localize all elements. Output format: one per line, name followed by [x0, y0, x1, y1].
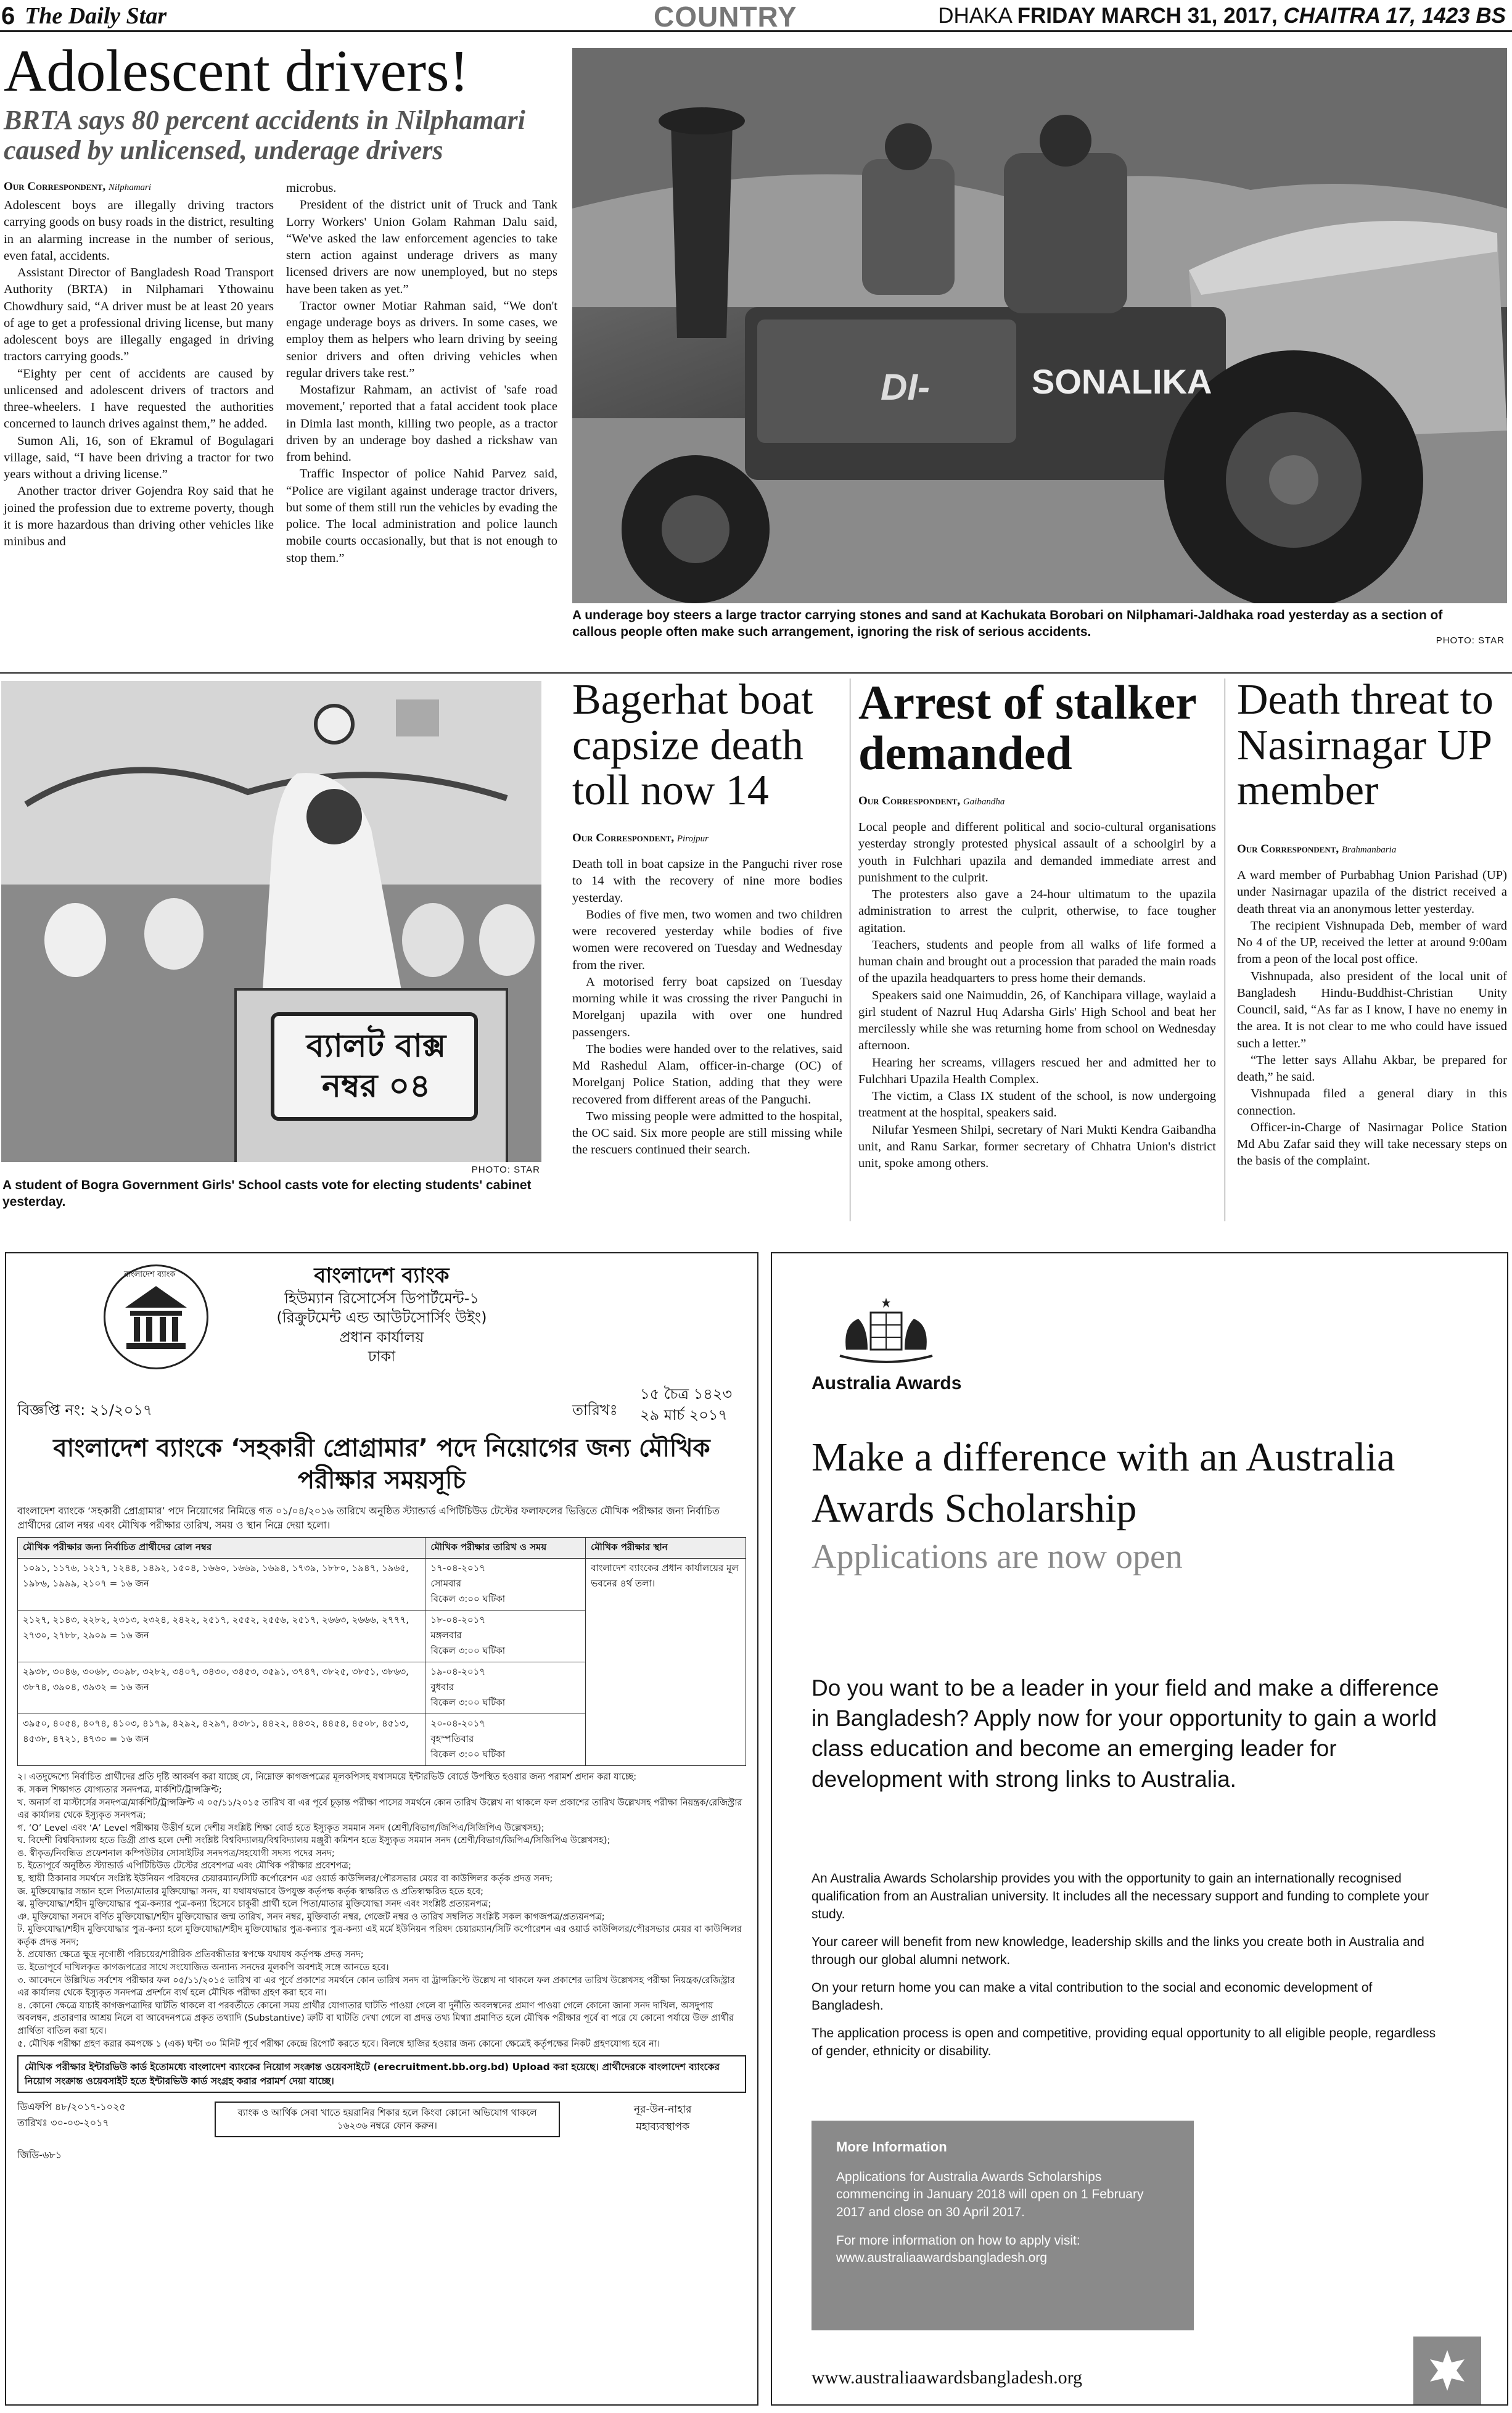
aa-body	[811, 1870, 1447, 2061]
table-header: মৌখিক পরীক্ষার তারিখ ও সময়	[425, 1538, 586, 1559]
exam-datetime	[425, 1559, 586, 1611]
paragraph: Officer-in-Charge of Nasirnagar Police Station Md Abu Zafar said they will take necessary steps on the basis of the complaint.	[1237, 1120, 1507, 1168]
bank-building-icon	[119, 1280, 193, 1354]
paper-logo: The Daily Star	[25, 3, 167, 29]
bb-dfp-date: তারিখঃ ৩০-০৩-২০১৭	[17, 2117, 109, 2129]
paragraph: Adolescent boys are illegally driving tractors carrying goods on busy roads in the district, resulting in an alarming increase in the number of serious, even fatal, accidents.	[4, 199, 274, 263]
bb-hotline-box: ব্যাংক ও আর্থিক সেবা খাতে হয়রানির শিকার হলে কিংবা কোনো অভিযোগ থাকলে ১৬২৩৬ নম্বরে ফোন করুন।	[215, 2102, 560, 2137]
dateline	[938, 4, 1506, 28]
bb-city: ঢাকা	[368, 1347, 396, 1365]
bangladesh-bank-ad	[5, 1252, 758, 2406]
exam-time: বিকেল ৩:০০ ঘটিকা	[430, 1749, 506, 1760]
paragraph: The victim, a Class IX student of the school, is now undergoing treatment at the hospital, speakers said.	[858, 1089, 1216, 1120]
bb-schedule-table	[17, 1537, 746, 1766]
exam-time: বিকেল ৩:০০ ঘটিকা	[430, 1593, 506, 1605]
bb-intro: বাংলাদেশ ব্যাংকে ‘সহকারী প্রোগ্রামার’ পদে নিয়োগের নিমিত্তে গত ০১/০৪/২০১৬ তারিখে অনুষ্ঠিত স্ট্যান্ডার্ড এপিটিচিউড টেস্টের ফলাফলের ভিত্তিতে মৌখিক পরীক্ষার জন্য নির্বাচিত প্রার্থীদের রোল নম্বর এবং মৌখিক পরীক্ষার তারিখ, সময় ও স্থান নিম্নে দেয়া হলো।	[17, 1505, 720, 1532]
bb-ad-footer	[17, 2099, 746, 2167]
tractor-brand-text: SONALIKA	[1032, 362, 1212, 401]
aa-paragraph: The application process is open and competitive, providing equal opportunity to all eligible people, regardless of gender, ethnicity or disability.	[811, 2026, 1436, 2058]
crest-graphic	[834, 1294, 939, 1368]
paragraph: Nilufar Yesmeen Shilpi, secretary of Nari Mukti Kendra Gaibandha unit, and Ranu Sarkar, former secretary of Chhatra Union's district unit, spoke among others.	[858, 1123, 1216, 1170]
table-header-row	[18, 1538, 746, 1559]
death-threat-headline: Death threat to Nasirnagar UP member	[1237, 676, 1494, 814]
paragraph: A ward member of Purbabhag Union Parishad (UP) under Nasirnagar upazila of the district received a death threat via an anonymous letter yesterday.	[1237, 868, 1507, 916]
byline-dateline: Nilphamari	[108, 183, 152, 192]
bb-notice-no: বিজ্ঞপ্তি নং: ২১/২০১৭	[17, 1401, 153, 1419]
lead-headline: Adolescent drivers!	[4, 38, 469, 104]
byline-text: Our Correspondent,	[858, 794, 961, 807]
exam-date: ২০-০৪-২০১৭	[430, 1718, 486, 1730]
signatory-name: নূর-উন-নাহার	[634, 2103, 692, 2116]
exam-venue: বাংলাদেশ ব্যাংকের প্রধান কার্যালয়ের মূল ভবনের ৪র্থ তলা।	[586, 1559, 746, 1766]
instruction-intro: ২। এতদুদ্দেশ্যে নির্বাচিত প্রার্থীদের প্রতি দৃষ্টি আকর্ষণ করা যাচ্ছে যে, নিম্নোক্ত কাগজপত্রের মূলকপিসহ যথাসময়ে ইন্টারভিউ বোর্ডে উপস্থিত হওয়ার জন্য পরামর্শ প্রদান করা যাচ্ছে:	[17, 1772, 637, 1783]
exam-time: বিকেল ৩:০০ ঘটিকা	[430, 1697, 506, 1709]
tractor-plate-text: DI-	[881, 366, 930, 408]
instruction-item: জ. মুক্তিযোদ্ধার সন্তান হলে পিতা/মাতার মুক্তিযোদ্ধা সনদ, যা যথাযথভাবে উপযুক্ত কর্তৃপক্ষ কর্তৃক স্বাক্ষরিত ও প্রতিস্বাক্ষরিত হতে হবে;	[17, 1886, 484, 1897]
death-threat-body	[1237, 867, 1507, 1170]
instruction-item: ড. ইতোপূর্বে দাখিলকৃত কাগজপত্রের সাথে সংযোজিত অন্যান্য সনদের মূলকপি অবশ্যই সঙ্গে আনতে হবে।	[17, 1963, 389, 1973]
tractor-photo-caption: A underage boy steers a large tractor carrying stones and sand at Kachukata Borobari on Nilphamari-Jaldhaka road yesterday as a section of callous people often make such arrangement, ignoring the risk of serious accidents.	[572, 608, 1443, 640]
lead-column-2	[286, 180, 557, 567]
seven-point-star-icon	[1426, 2349, 1469, 2392]
stalker-body	[858, 819, 1216, 1172]
exam-day: মঙ্গলবার	[430, 1630, 462, 1641]
bagerhat-byline	[572, 831, 709, 845]
bb-dfp-no: ডিএফপি ৪৮/২০১৭-১০২৫	[17, 2101, 126, 2113]
paragraph: Death toll in boat capsize in the Panguchi river rose to 14 with the recovery of nine more bodies yesterday.	[572, 857, 842, 905]
signatory-title: মহাব্যবস্থাপক	[636, 2121, 690, 2134]
instruction-item: ঠ. প্রযোজ্য ক্ষেত্রে ক্ষুদ্র নৃগোষ্ঠী পরিচয়ের/শারীরিক প্রতিবন্ধীতার স্বপক্ষে যথাযথ কর্তৃপক্ষ প্রদত্ত সনদ;	[17, 1950, 364, 1960]
bb-title: বাংলাদেশ ব্যাংক	[314, 1263, 450, 1288]
bb-date-gregorian: ২৯ মার্চ ২০১৭	[640, 1406, 728, 1424]
aa-info-text: Applications for Australia Awards Scholarships commencing in January 2018 will open on 1 February 2017 and close on 30 April 2017.	[836, 2170, 1144, 2219]
paragraph: The recipient Vishnupada Deb, member of ward No 4 of the UP, received the letter at around 9:00am from a peon of the local post office.	[1237, 918, 1507, 967]
exam-datetime	[425, 1611, 586, 1662]
masthead	[0, 0, 1512, 32]
table-header: মৌখিক পরীক্ষার স্থান	[586, 1538, 746, 1559]
aa-info-title: More Information	[836, 2139, 947, 2155]
bb-date-bengali: ১৫ চৈত্র ১৪২৩	[640, 1385, 733, 1403]
exam-day: সোমবার	[430, 1578, 461, 1590]
aa-brand: Australia Awards	[811, 1373, 962, 1393]
exam-time: বিকেল ৩:০০ ঘটিকা	[430, 1645, 506, 1657]
paragraph: President of the district unit of Truck and Tank Lorry Workers' Union Golam Rahman Dalu said, “We've asked the law enforcement agencies to take stern action against underage drivers as many licensed drivers are now unemployed, but no steps have been taken as yet.”	[286, 198, 557, 296]
aa-headline: Make a difference with an Australia Awards Scholarship	[811, 1435, 1395, 1531]
instruction-item: ঝ. মুক্তিযোদ্ধা/শহীদ মুক্তিযোদ্ধার পুত্র-কন্যার পুত্র-কন্যা হিসেবে চাকুরী প্রার্থী হলে পিতা/মাতার মুক্তিযোদ্ধা সনদ এবং সংশ্লিষ্ট প্রত্যয়নপত্র;	[17, 1899, 491, 1910]
section-divider	[0, 672, 1512, 674]
exam-date: ১৯-০৪-২০১৭	[430, 1666, 486, 1678]
aa-subheadline: Applications are now open	[811, 1538, 1183, 1576]
australia-awards-ad	[771, 1252, 1508, 2406]
exam-date: ১৭-০৪-২০১৭	[430, 1562, 486, 1574]
instruction-item: ক. সকল শিক্ষাগত যোগ্যতার সনদপত্র, মার্কশিট/ট্রান্সক্রিপ্ট;	[17, 1784, 222, 1795]
instruction-item: ঙ. স্বীকৃত/নিবন্ধিত প্রফেশনাল কম্পিউটার সোসাইটির সনদপত্র/সহযোগী সদস্য পদের সনদ;	[17, 1848, 335, 1858]
dateline-date: FRIDAY MARCH 31, 2017,	[1017, 4, 1278, 28]
tractor-illustration	[572, 48, 1507, 603]
aa-lead-text: Do you want to be a leader in your field and make a difference in Bangladesh? Apply now for your opportunity to gain a world class education and become an emerging leader for development with strong links to Australia.	[811, 1675, 1439, 1792]
exam-date: ১৮-০৪-২০১৭	[430, 1614, 486, 1626]
tractor-photo-credit: PHOTO: STAR	[1436, 635, 1505, 646]
bb-date-label: তারিখঃ	[572, 1401, 618, 1419]
paragraph: Bodies of five men, two women and two children were recovered yesterday while bodies of five women were recovered on Tuesday and Wednesday from the river.	[572, 907, 842, 972]
instruction-item: ঘ. বিদেশী বিশ্ববিদ্যালয় হতে ডিগ্রী প্রাপ্ত হলে দেশী সংশ্লিষ্ট বিশ্ববিদ্যালয়/বিশ্ববিদ্যালয় মঞ্জুরী কমিশন হতে ইস্যুকৃত সমমান সনদ (শ্রেণী/বিভাগ/জিপিএ/সিজিপিএ উল্লেখসহ);	[17, 1836, 610, 1846]
instruction-item: ছ. স্থায়ী ঠিকানার সমর্থনে সংশ্লিষ্ট ইউনিয়ন পরিষদের চেয়ারম্যান/সিটি কর্পোরেশন এর ওয়ার্ড কাউন্সিলর/পৌরসভার মেয়র বা কাউন্সিলর কর্তৃক প্রদত্ত সনদ;	[17, 1874, 553, 1884]
paragraph: Teachers, students and people from all walks of life formed a human chain and brought out a procession that paraded the main roads of the upazila headquarters to press home their demands.	[858, 938, 1216, 986]
coat-of-arms-icon	[834, 1294, 939, 1368]
byline-dateline: Brahmanbaria	[1341, 845, 1397, 855]
paragraph: Hearing her screams, villagers rescued her and admitted her to Fulchhari Upazila Health Complex.	[858, 1055, 1216, 1086]
paragraph: Traffic Inspector of police Nahid Parvez said, “Police are vigilant against underage tractor drivers, but some of them still run the vehicles by evading the police. The local administration and police launch mobile courts occasionally, but that is not enough to stop them.”	[286, 467, 557, 565]
aa-paragraph: On your return home you can make a vital contribution to the social and economic development of Bangladesh.	[811, 1980, 1373, 2013]
bagerhat-headline: Bagerhat boat capsize death toll now 14	[572, 676, 813, 814]
roll-numbers: ১০৯১, ১১৭৬, ১২১৭, ১২৪৪, ১৪৯২, ১৫০৪, ১৬৬০, ১৬৬৯, ১৬৯৪, ১৭৩৯, ১৮৮০, ১৯৪৭, ১৯৬৫, ১৯৮৬, ১৯৯৯, ২১০৭ = ১৬ জন	[18, 1559, 425, 1611]
instruction-item: ঞ. মুক্তিযোদ্ধা সনদে বর্ণিত মুক্তিযোদ্ধা/শহীদ মুক্তিযোদ্ধার জন্ম তারিখ, সনদ নম্বর, মুক্তিবার্তা নম্বর, গেজেট নম্বর ও তারিখ সম্বলিত সংশ্লিষ্ট সকল কাগজপত্র/প্রত্যয়নপত্র;	[17, 1912, 605, 1922]
bb-seal-icon	[104, 1264, 208, 1369]
paragraph: Assistant Director of Bangladesh Road Transport Authority (BRTA) in Nilphamari Ythowainu Chowdhury said, “A driver must be at least 20 years of age to get a professional driving license, but many adolescent boys are illegally engaged in driving tractors carrying goods.”	[4, 266, 274, 364]
exam-datetime	[425, 1714, 586, 1766]
byline-text: Our Correspondent,	[572, 831, 675, 844]
bb-wing: (রিক্রুটমেন্ট এন্ড আউটসোর্সিং উইং)	[276, 1309, 487, 1327]
bb-gd-no: জিডি-৬৮১	[17, 2149, 62, 2161]
ballot-box-line2: নম্বর ০৪	[322, 1068, 430, 1105]
dateline-bengali-date: CHAITRA 17, 1423 BS	[1283, 4, 1506, 28]
paragraph: Sumon Ali, 16, son of Ekramul of Bogulagari village, said, “I have been driving a tractor for two years without a driving license.”	[4, 434, 274, 481]
instruction-item: ৩. আবেদনে উল্লিখিত সর্বশেষ পরীক্ষার ফল ০৫/১১/২০১৫ তারিখ বা এর পূর্বে প্রকাশের সমর্থনে কোন তারিখ সনদ বা ট্রান্সক্রিপ্টে উল্লেখ না থাকলে ফল প্রকাশের তারিখ উল্লেখসহ পরীক্ষা নিয়ন্ত্রক/রেজিস্ট্রার এর কার্যালয় থেকে ইস্যুকৃত সনদপত্র প্রদর্শনে ব্যর্থ হলে মৌখিক পরীক্ষা গ্রহণ করা হবে না।	[17, 1975, 735, 1998]
roll-numbers: ৩৯৫০, ৪০৫৪, ৪০৭৪, ৪১০৩, ৪১৭৯, ৪২৯২, ৪২৯৭, ৪৩৮১, ৪৪২২, ৪৪৩২, ৪৪৫৪, ৪৫০৮, ৪৫১৩, ৪৫৩৮, ৪৭২১, ৪৭৩০ = ১৬ জন	[18, 1714, 425, 1766]
ballot-box-label	[284, 1026, 469, 1107]
exam-day: বুধবার	[430, 1681, 454, 1693]
bb-seal-text: বাংলাদেশ ব্যাংক	[124, 1270, 176, 1279]
instruction-item: গ. ‘O’ Level এবং ‘A’ Level পরীক্ষায় উত্তীর্ণ হলে দেশীয় সংশ্লিষ্ট শিক্ষা বোর্ড হতে ইস্যুকৃত সমমান সনদ (শ্রেণী/বিভাগ/জিপিএ/সিজিপিএ উল্লেখসহ);	[17, 1823, 544, 1833]
paragraph: A motorised ferry boat capsized on Tuesday morning while it was crossing the river Panguchi in Morelganj upazila with over one hundred passengers.	[572, 975, 842, 1039]
bb-notice-row	[17, 1383, 746, 1429]
instruction-item: চ. ইতোপূর্বে অনুষ্ঠিত স্ট্যান্ডার্ড এপিটিচিউড টেস্টের প্রবেশপত্র এবং মৌখিক পরীক্ষার প্রবেশপত্র;	[17, 1861, 351, 1871]
bb-instructions	[17, 1771, 746, 2050]
death-threat-byline	[1237, 843, 1396, 856]
dateline-city: DHAKA	[938, 4, 1011, 28]
bagerhat-body	[572, 856, 842, 1159]
exam-datetime	[425, 1662, 586, 1714]
school-photo-caption: A student of Bogra Government Girls' School casts vote for electing students' cabinet yesterday.	[2, 1178, 532, 1210]
paragraph: The bodies were handed over to the relatives, said Md Rashedul Alam, officer-in-charge (OC) of Morelganj Police Station, adding that they were recovered from different areas of the Panguchi.	[572, 1042, 842, 1107]
school-photo-credit: PHOTO: STAR	[471, 1165, 540, 1175]
instruction-item: ট. মুক্তিযোদ্ধা/শহীদ মুক্তিযোদ্ধার পুত্র-কন্যা হলে মুক্তিযোদ্ধা/শহীদ মুক্তিযোদ্ধার পুত্র-কন্যার পুত্র-কন্যা এই মর্মে ইউনিয়ন পরিষদ চেয়ারম্যান/সিটি কর্পোরেশন এর ওয়ার্ড কাউন্সিলর/পৌরসভার মেয়র বা কাউন্সিলর কর্তৃক প্রদত্ত সনদ;	[17, 1924, 742, 1947]
aa-paragraph: An Australia Awards Scholarship provides you with the opportunity to gain an internationally recognised qualification from an Australian university. It includes all the necessary support and funding to complete your study.	[811, 1871, 1429, 1921]
lead-column-1	[4, 197, 274, 550]
byline-dateline: Pirojpur	[676, 834, 709, 844]
paragraph: Another tractor driver Gojendra Roy said that he joined the profession due to extreme poverty, though it is more hazardous than driving other vehicles like minibus and	[4, 484, 274, 548]
paragraph: Local people and different political and socio-cultural organisations yesterday strongly protested physical assault of a schoolgirl by a youth in Fulchhari upazila and demanded immediate arrest and punishment to the culprit.	[858, 820, 1216, 885]
exam-day: বৃহস্পতিবার	[430, 1733, 474, 1745]
aa-paragraph: Your career will benefit from new knowledge, leadership skills and the links you create both in Australia and through our global alumni network.	[811, 1934, 1424, 1967]
table-header: মৌখিক পরীক্ষার জন্য নির্বাচিত প্রার্থীদের রোল নম্বর	[18, 1538, 425, 1559]
instruction-item: খ. অনার্স বা মাস্টার্সের সনদপত্র/মার্কশিট/ট্রান্সক্রিপ্ট এ ০৫/১১/২০১৫ তারিখ বা এর পূর্বে চূড়ান্ত পরীক্ষা পাসের সমর্থনে কোন তারিখ উল্লেখ না থাকলে ফল প্রকাশের তারিখ উল্লেখসহ পরীক্ষা নিয়ন্ত্রক/রেজিস্ট্রার এর কার্যালয় থেকে ইস্যুকৃত সনদপত্র;	[17, 1797, 742, 1821]
school-photo	[1, 681, 541, 1162]
bb-heading: বাংলাদেশ ব্যাংকে ‘সহকারী প্রোগ্রামার’ পদে নিয়োগের জন্য মৌখিক পরীক্ষার সময়সূচি	[53, 1434, 710, 1495]
aa-url: www.australiaawardsbangladesh.org	[811, 2367, 1083, 2388]
stalker-byline	[858, 794, 1005, 808]
bb-signatory	[634, 2102, 691, 2136]
roll-numbers: ২৯৩৮, ৩০৪৬, ৩০৬৮, ৩০৯৮, ৩২৮২, ৩৪০৭, ৩৪৩০, ৩৪৫৩, ৩৫৯১, ৩৭৪৭, ৩৮২৫, ৩৮৫১, ৩৮৬৩, ৩৮৭৪, ৩৯০৪, ৩৯৩২ = ১৬ জন	[18, 1662, 425, 1714]
instruction-item: ৪. কোনো ক্ষেত্রে যাচাই কাগজপত্রাদির ঘাটতি থাকলে বা পরবর্তীতে কোনো সময় প্রার্থীর যোগ্যতার ঘাটতি পাওয়া গেলে বা দুর্নীতি অবলম্বনের প্রমাণ পাওয়া গেলে কোনো জানা সনদ দাখিল, অসদুপায় অবলম্বন, প্রতারণার আশ্রয় নিলে বা আবেদনপত্রে প্রকৃত তথ্যাদি (Substantive) ত্রুটি বা ঘাটতি দেখা গেলে বা প্রদত্ত তথ্য মিথ্যা প্রমাণিত হলে মৌখিক পরীক্ষার পূর্বে বা পরে যে কোনো পর্যায়ে উক্ত প্রার্থীর প্রার্থিতা বাতিল করা হবে।	[17, 2000, 734, 2036]
paragraph: “Eighty per cent of accidents are caused by unlicensed and adolescent drivers of tractors and three-wheelers. I have requested the authorities concerned to launch drives against them,” he added.	[4, 366, 274, 431]
tractor-photo	[572, 48, 1507, 603]
byline-text: Our Correspondent,	[1237, 843, 1339, 856]
ballot-box-line1: ব্যালট বাক্স	[306, 1028, 446, 1065]
section-title: COUNTRY	[654, 1, 797, 33]
paragraph: microbus.	[286, 181, 337, 195]
paragraph: The protesters also gave a 24-hour ultimatum to the upazila administration to arrest the culprit, otherwise, to face tougher agitation.	[858, 888, 1216, 935]
table-row	[18, 1559, 746, 1611]
paragraph: Speakers said one Naimuddin, 26, of Kanchipara village, waylaid a girl student of Nazrul Huq Adarsha Girls' High School and beat her mercilessly while she was returning home from school on Wednesday afternoon.	[858, 988, 1216, 1053]
stalker-headline: Arrest of stalker demanded	[858, 675, 1196, 780]
paragraph: Tractor owner Motiar Rahman said, “We don't engage underage boys as drivers. In some cases, we employ them as helpers who learn driving by seeing senior drivers and often driving vehicles when regular drivers take rest.”	[286, 299, 557, 380]
paragraph: Two missing people were admitted to the hospital, the OC said. Six more people are still missing while the rescuers continued their search.	[572, 1109, 842, 1157]
aa-info-more: For more information on how to apply visit: www.australiaawardsbangladesh.org	[836, 2234, 1080, 2266]
paragraph: Vishnupada filed a general diary in this connection.	[1237, 1087, 1507, 1118]
paragraph: Vishnupada, also president of the local unit of Bangladesh Hindu-Buddhist-Christian Unity Council, said, “As far as I know, I have no enemy in the area. It is not clear to me who could have issued such a letter.”	[1237, 969, 1507, 1050]
bb-office: প্রধান কার্যালয়	[339, 1328, 424, 1346]
byline-text: Our Correspondent,	[4, 180, 106, 193]
bb-notice-box: মৌখিক পরীক্ষার ইন্টারভিউ কার্ড ইতোমধ্যে বাংলাদেশ ব্যাংকের নিয়োগ সংক্রান্ত ওয়েবসাইটে (erecruitment.bb.org.bd) Upload করা হয়েছে। প্রার্থীদেরকে বাংলাদেশ ব্যাংকের নিয়োগ সংক্রান্ত ওয়েবসাইট হতে ইন্টারভিউ কার্ড সংগ্রহ করার পরামর্শ দেয়া যাচ্ছে।	[17, 2055, 746, 2093]
lead-subhead: BRTA says 80 percent accidents in Nilphamari caused by unlicensed, underage drivers	[4, 105, 525, 166]
byline-dateline: Gaibandha	[963, 797, 1005, 807]
instruction-item: ৫. মৌখিক পরীক্ষা গ্রহণ করার কমপক্ষে ১ (এক) ঘন্টা ৩০ মিনিট পূর্বে পরীক্ষা কেন্দ্রে রিপোর্ট করতে হবে। বিলম্বে হাজির হওয়ার জন্য কোনো ক্ষেত্রেই কর্তৃপক্ষের নিকট গ্রহণযোগ্য হবে না।	[17, 2039, 660, 2049]
paragraph: “The letter says Allahu Akbar, be prepared for death,” he said.	[1237, 1053, 1507, 1084]
roll-numbers: ২১২৭, ২১৪৩, ২২৮২, ২৩১৩, ২৩২৪, ২৪২২, ২৫১৭, ২৫৫২, ২৫৫৬, ২৫১৭, ২৬৬৩, ২৬৬৬, ২৭৭৭, ২৭৩০, ২৭৮৮, ২৯০৯ = ১৬ জন	[18, 1611, 425, 1662]
star-icon	[1413, 2337, 1481, 2404]
paragraph: Mostafizur Rahmam, an activist of 'safe road movement,' reported that a fatal accident took place in Dimla last month, killing two people, as a tractor driven by an underage boy dashed a rickshaw van from behind.	[286, 383, 557, 464]
page-number: 6	[1, 2, 15, 30]
bb-ad-header	[17, 1262, 746, 1383]
bb-dept: হিউম্যান রিসোর্সেস ডিপার্টমেন্ট-১	[284, 1290, 479, 1308]
aa-info-box	[811, 2121, 1194, 2330]
lead-byline	[4, 180, 151, 194]
